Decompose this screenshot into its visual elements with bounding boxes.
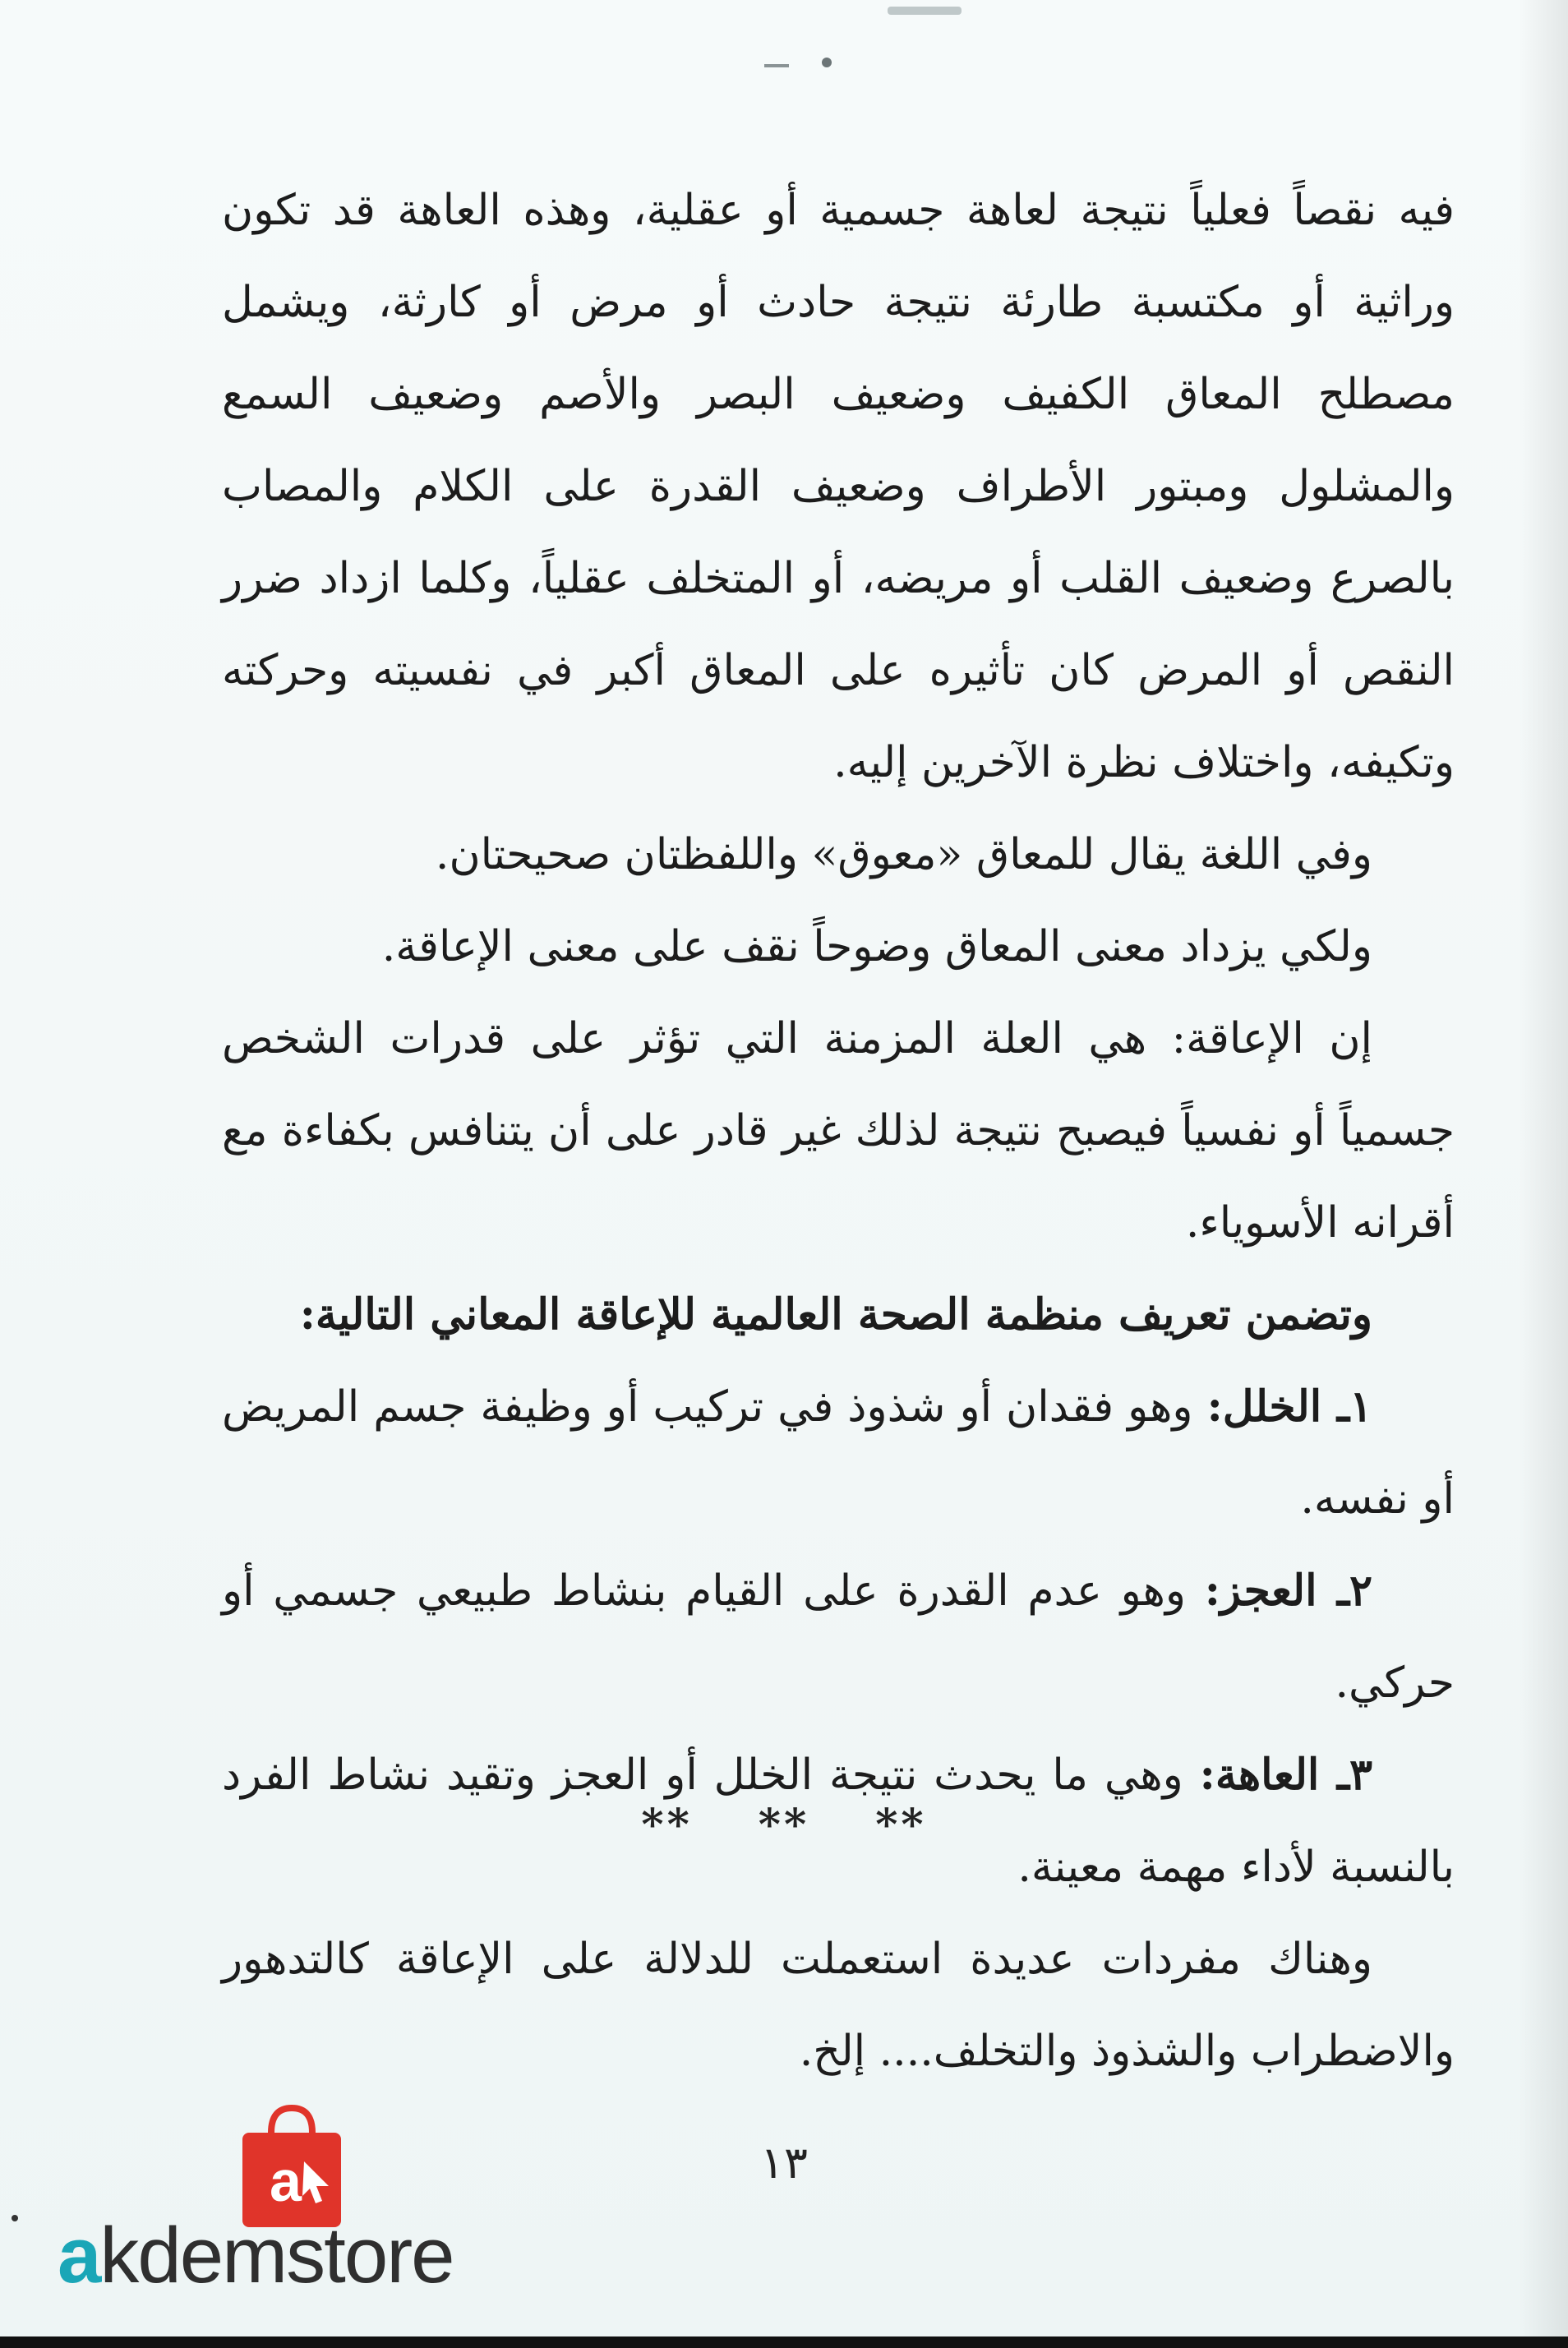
paragraph: ولكي يزداد معنى المعاق وضوحاً نقف على معنى الإعاقة. — [381, 922, 1372, 971]
asterisk-group: ** — [641, 1800, 693, 1850]
brand-name: kdemstore — [99, 2212, 454, 2300]
svg-text:a: a — [270, 2149, 302, 2213]
list-item — [222, 1545, 1455, 1729]
page-edge-shadow — [1519, 0, 1568, 2348]
scan-mark — [822, 58, 832, 67]
paragraph: وفي اللغة يقال للمعاق «معوق» واللفظتان صحيحتان. — [435, 830, 1372, 879]
list-item-term: ٢ـ العجز: — [1204, 1566, 1372, 1616]
list-item-text: وهو فقدان أو شذوذ في تركيب أو وظيفة جسم المريض أو نفسه. — [222, 1382, 1455, 1524]
list-item-text: وهي ما يحدث نتيجة الخلل أو العجز وتقيد نشاط الفرد بالنسبة لأداء مهمة معينة. — [222, 1751, 1455, 1892]
asterisk-group: ** — [758, 1800, 810, 1850]
section-divider — [0, 1800, 1568, 1850]
paragraph: وهناك مفردات عديدة استعملت للدلالة على الإعاقة كالتدهور والاضطراب والشذوذ والتخلف.... إلخ. — [222, 1935, 1455, 2076]
scan-mark — [764, 64, 789, 67]
list-item — [222, 1361, 1455, 1545]
page-number: ١٣ — [759, 2137, 808, 2189]
brand-letter: a — [58, 2212, 100, 2300]
scan-mark — [12, 2215, 18, 2221]
list-item-term: ٣ـ العاهة: — [1199, 1750, 1372, 1800]
section-heading: وتضمن تعريف منظمة الصحة العالمية للإعاقة المعاني التالية: — [299, 1289, 1372, 1340]
watermark-logo — [58, 2104, 518, 2300]
scan-mark — [888, 7, 962, 15]
list-item-term: ١ـ الخلل: — [1206, 1382, 1372, 1432]
asterisk-group: ** — [875, 1800, 927, 1850]
page-bottom-edge — [0, 2336, 1568, 2348]
paragraph: فيه نقصاً فعلياً نتيجة لعاهة جسمية أو عقلية، وهذه العاهة قد تكون وراثية أو مكتسبة طارئة نتيجة حادث أو مرض أو كارثة، ويشمل مصطلح المعاق الكفيف وضعيف البصر والأصم وضعيف السمع والمشلول ومبتور الأطراف وضعيف القدرة على الكلام والمصاب بالصرع وضعيف القلب أو مريضه، أو المتخلف عقلياً، وكلما ازداد ضرر النقص أو المرض كان تأثيره على المعاق أكبر في نفسيته وحركته وتكيفه، واختلاف نظرة الآخرين إليه. — [222, 186, 1455, 787]
paragraph: إن الإعاقة: هي العلة المزمنة التي تؤثر على قدرات الشخص جسمياً أو نفسياً فيصبح نتيجة لذلك غير قادر على أن يتنافس بكفاءة مع أقرانه الأسوياء. — [222, 1014, 1455, 1248]
brand-wordmark — [58, 2211, 454, 2301]
list-item-text: وهو عدم القدرة على القيام بنشاط طبيعي جسمي أو حركي. — [222, 1566, 1455, 1708]
